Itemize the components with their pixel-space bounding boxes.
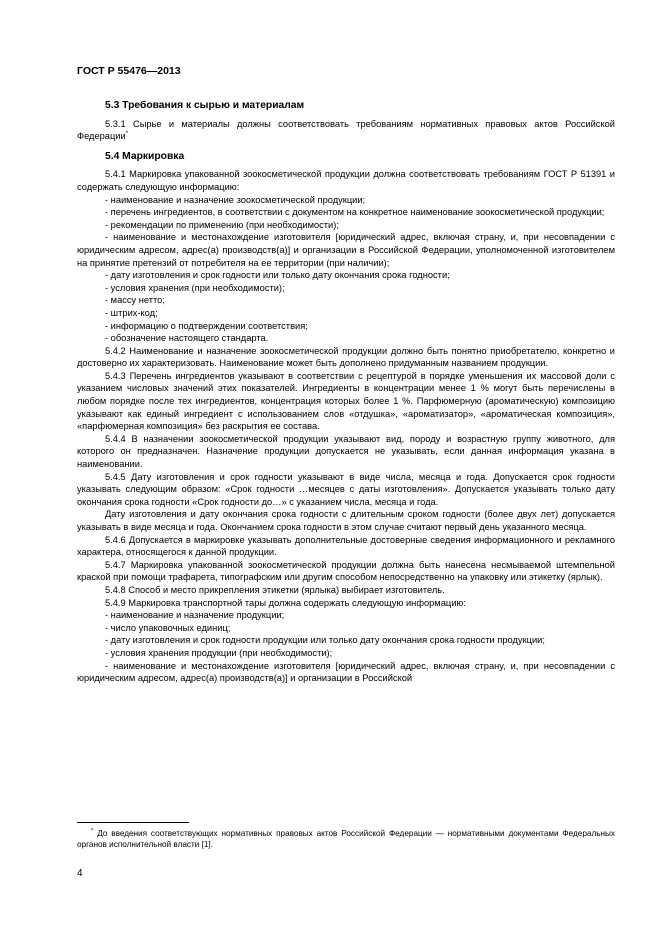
paragraph-line: - наименование и назначение зоокосметической продукции;: [105, 194, 366, 205]
standard-header: ГОСТ Р 55476—2013: [77, 65, 181, 77]
paragraph-line: - число упаковочных единиц;: [105, 622, 231, 633]
paragraph-line: - условия хранения продукции (при необходимости);: [105, 647, 333, 658]
paragraph-line: - рекомендации по применению (при необходимости);: [105, 219, 339, 230]
paragraph-line: 5.4.6 Допускается в маркировке указывать дополнительные достоверные сведения информационного и рекламного характера, относящегося к данной продукции.: [77, 534, 615, 558]
paragraph-line: - обозначение настоящего стандарта.: [105, 333, 269, 344]
paragraph-line: - штрих-код;: [105, 307, 158, 318]
document-body: [77, 100, 615, 685]
paragraph-line: 5.4.2 Наименование и назначение зоокосметической продукции должно быть понятно приобретателю, конкретно и достоверно их характеризовать. Наименование может быть дополнено придуманным названием продукции.: [77, 345, 615, 369]
paragraph-line: 5.4.9 Маркировка транспортной тары должна содержать следующую информацию:: [105, 597, 466, 608]
paragraph-5-3-1: [77, 118, 615, 143]
paragraph-line: - перечень ингредиентов, в соответствии с документом на конкретное наименование зоокосметической продукции;: [105, 207, 605, 218]
paragraph-line: 5.4.7 Маркировка упакованной зоокосметической продукции должна быть нанесена несмываемой штемпельной краской при помощи трафарета, типографским или другим способом непосредственно на упаковку или этикетку (ярлык).: [77, 559, 615, 583]
paragraph-line: - наименование и местонахождение изготовителя [юридический адрес, включая страну, и, при несовпадении с юридическим адресом, адрес(а) производств(а)] и организации в Российской Федерации, уполномоченной изготовителем на принятие претензий от потребителя на ее территории (при наличии);: [77, 232, 615, 268]
paragraph-line: - массу нетто;: [105, 295, 165, 306]
paragraph-line: - наименование и назначение продукции;: [105, 610, 285, 621]
footnote-ref[interactable]: *: [125, 131, 129, 138]
paragraph-line: Дату изготовления и дату окончания срока годности с длительным сроком годности (более двух лет) допускается указывать в виде месяца и года. Окончанием срока годности в этом случае считают первый день указанного месяца.: [77, 509, 615, 532]
section-5-4-content: [77, 168, 615, 684]
footnote: [77, 828, 615, 850]
paragraph-5-3-1-text: 5.3.1 Сырье и материалы должны соответствовать требованиям нормативных правовых актов Российской Федерации: [77, 118, 615, 142]
paragraph-line: 5.4.3 Перечень ингредиентов указывают в соответствии с рецептурой в порядке уменьшения их массовой доли с указанием числовых значений этих показателей. Ингредиенты в концентрации менее 1 % могут быть перечислены в любом порядке после тех ингредиентов, концентрация которых более 1 %. Парфюмерную (ароматическую) композицию указывают как единый ингредиент с использованием слов «отдушка», «ароматизатор», «ароматическая композиция», «парфюмерная композиция» без раскрытия ее состава.: [77, 370, 615, 432]
paragraph-line: 5.4.4 В назначении зоокосметической продукции указывают вид, породу и возрастную группу животного, для которого он предназначен. Назначение продукции допускается не указывать, если данная информация указана в наименовании.: [77, 433, 615, 470]
footnote-text: До введения соответствующих нормативных правовых актов Российской Федерации — нормативными документами Федеральных органов исполнительной власти [1].: [77, 829, 615, 849]
footnote-divider: [77, 822, 189, 823]
paragraph-line: - дату изготовления и срок годности продукции или только дату окончания срока годности продукции;: [105, 635, 545, 646]
section-5-4-title: 5.4 Маркировка: [105, 150, 185, 162]
paragraph-line: - условия хранения (при необходимости);: [105, 282, 285, 293]
page-number: 4: [77, 868, 83, 879]
paragraph-line: 5.4.8 Способ и место прикрепления этикетки (ярлыка) выбирает изготовитель.: [105, 584, 445, 595]
paragraph-line: 5.4.5 Дату изготовления и срок годности указывают в виде числа, месяца и года. Допускается срок годности указывать следующим образом: «Срок годности …месяцев с даты изготовления». Допускается указывать только дату окончания срока годности «Срок годности до…» с указанием числа, месяца и года.: [77, 471, 615, 507]
paragraph-line: - дату изготовления и срок годности или только дату окончания срока годности;: [105, 270, 450, 281]
paragraph-line: - информацию о подтверждении соответствия;: [105, 320, 308, 331]
section-5-3-title: 5.3 Требования к сырью и материалам: [105, 100, 305, 111]
paragraph-line: - наименование и местонахождение изготовителя [юридический адрес, включая страну, и, при несовпадении с юридическим адресом, адрес(а) производств(а)] и организации в Российской: [77, 660, 615, 684]
footnote-mark: *: [91, 828, 94, 835]
paragraph-line: 5.4.1 Маркировка упакованной зоокосметической продукции должна соответствовать требованиям ГОСТ Р 51391 и содержать следующую информацию:: [77, 169, 615, 192]
